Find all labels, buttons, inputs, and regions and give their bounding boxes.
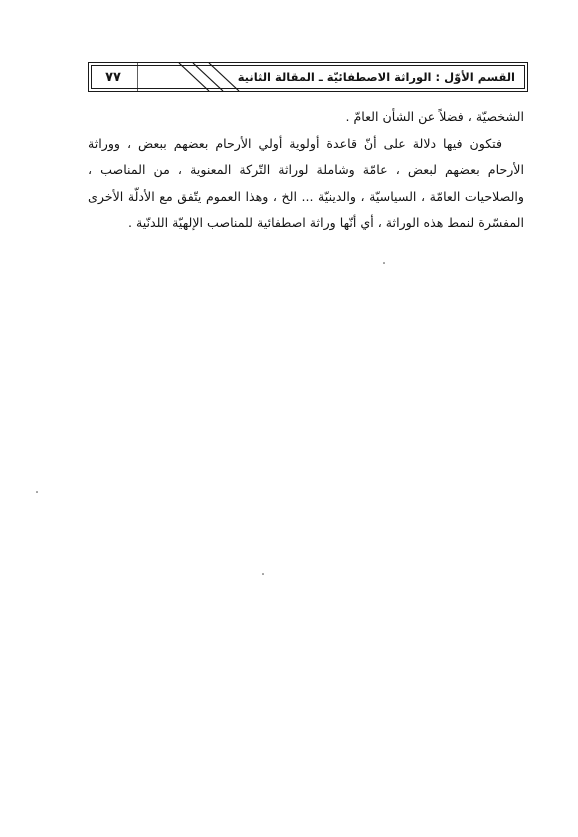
paragraph-main: فتكون فيها دلالة على أنّ قاعدة أولوية أولي الأرحام بعضهم ببعض ، ووراثة الأرحام بعضهم لبعض ، عامّة وشاملة لوراثة التّركة المعنوية ، من المناصب ، والصلاحيات العامّة ، السياسيّة ، والدينيّة ... الخ ، وهذا العموم يتّفق مع الأدلّة الأخرى المفسّرة لنمط هذه الوراثة ، أي أنّها وراثة اصطفائية للمناصب الإلهيّة اللدنّية .	[88, 135, 524, 230]
scan-speck	[383, 262, 385, 264]
body-text	[88, 104, 524, 237]
page-number: ٧٧	[105, 69, 121, 85]
running-title: القسم الأوّل : الوراثة الاصطفائيّة ـ المقالة الثانية	[237, 70, 515, 84]
page-header	[88, 62, 528, 92]
scan-speck	[262, 573, 264, 575]
paragraph-continued: الشخصيّة ، فضلاً عن الشأن العامّ .	[345, 109, 524, 124]
scan-speck	[36, 491, 38, 493]
